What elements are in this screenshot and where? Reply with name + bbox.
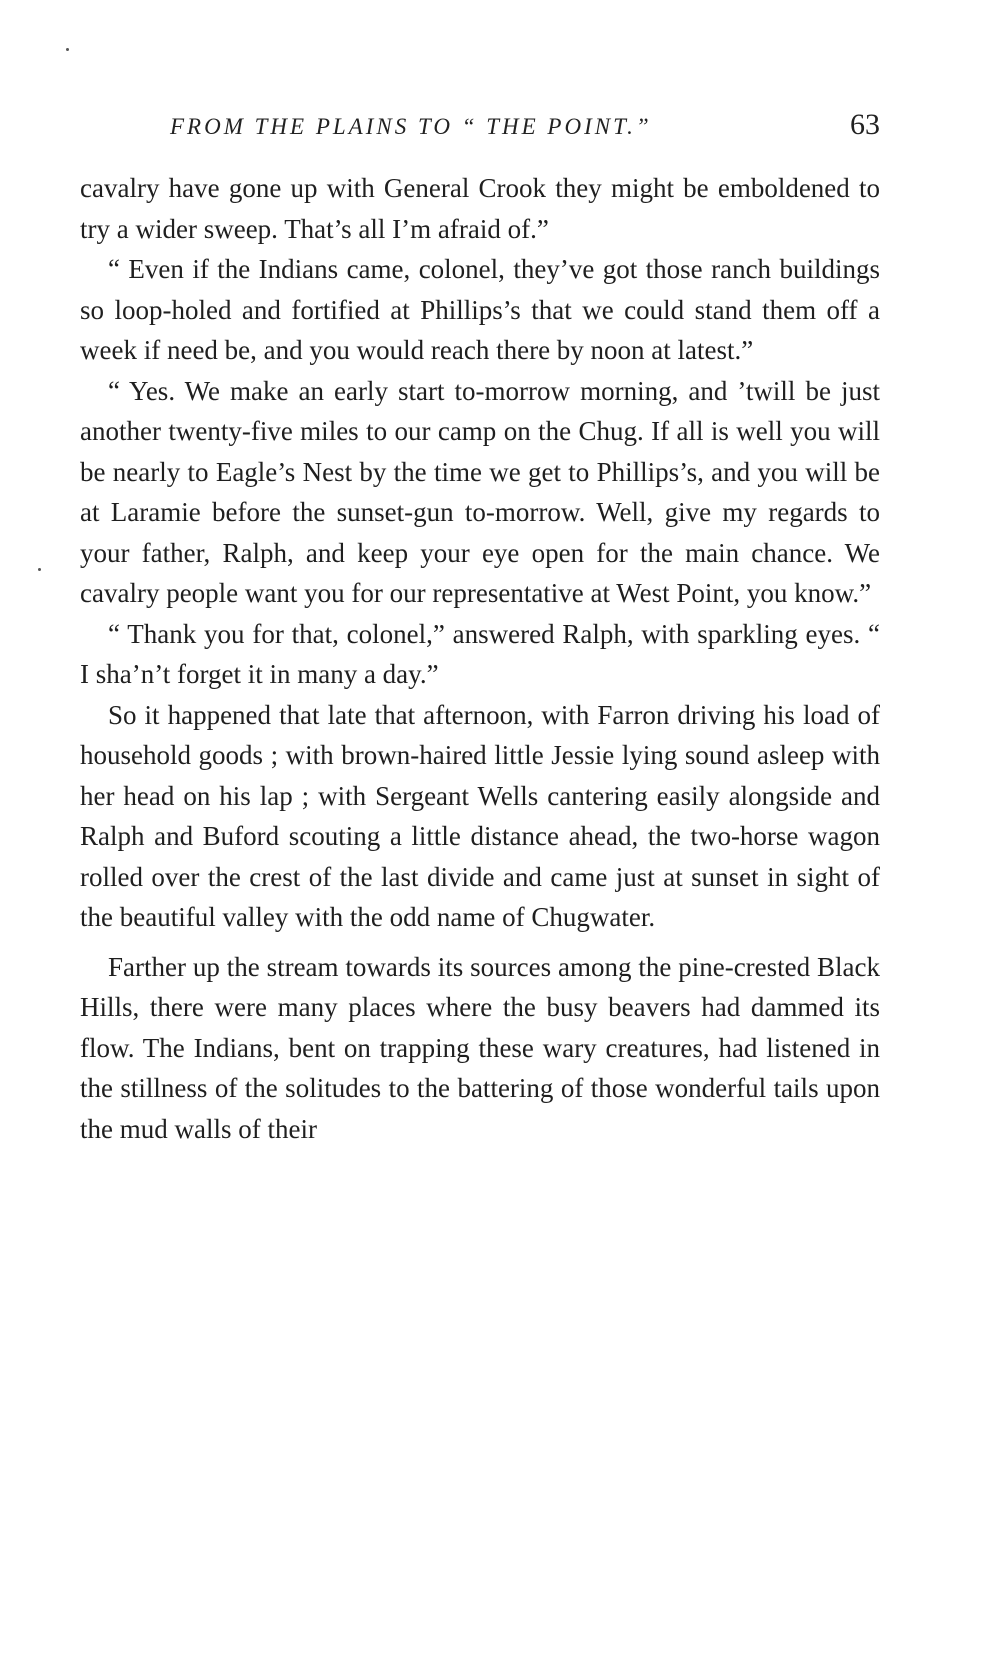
paragraph: “ Yes. We make an early start to-morrow morning, and ’twill be just another twenty-five miles to our camp on the Chug. If all is well you will be nearly to Eagle’s Nest by the time we get to Phillips’s, and you will be at Laramie before the sunset-gun to-morrow. Well, give my regards to your father, Ralph, and keep your eye open for the main chance. We cavalry people want you for our representative at West Point, you know.”	[80, 375, 880, 608]
paper-speck	[38, 568, 41, 571]
page-number: 63	[850, 108, 880, 141]
running-title: FROM THE PLAINS TO “ THE POINT.”	[170, 114, 652, 139]
paper-speck	[66, 48, 69, 51]
paragraph: cavalry have gone up with General Crook they might be emboldened to try a wider sweep. That’s all I’m afraid of.”	[80, 173, 880, 244]
paragraph: So it happened that late that afternoon, with Farron driving his load of household goods ; with brown-haired little Jessie lying sound asleep with her head on his lap ; with Sergeant Wells cantering easily alongside and Ralph and Buford scouting a little distance ahead, the two-horse wagon rolled over the crest of the last divide and came just at sunset in sight of the beautiful valley with the odd name of Chugwater.	[80, 699, 880, 932]
paragraph: “ Thank you for that, colonel,” answered Ralph, with sparkling eyes. “ I sha’n’t forget it in many a day.”	[80, 618, 880, 689]
page-header	[80, 108, 880, 148]
paragraph: “ Even if the Indians came, colonel, they’ve got those ranch buildings so loop-holed and fortified at Phillips’s that we could stand them off a week if need be, and you would reach there by noon at latest.”	[80, 254, 880, 365]
paragraph: Farther up the stream towards its sources among the pine-crested Black Hills, there were many places where the busy beavers had dammed its flow. The Indians, bent on trapping these wary creatures, had listened in the stillness of the solitudes to the battering of those wonderful tails upon the mud walls of their	[80, 951, 880, 1144]
body-text	[80, 168, 880, 1149]
